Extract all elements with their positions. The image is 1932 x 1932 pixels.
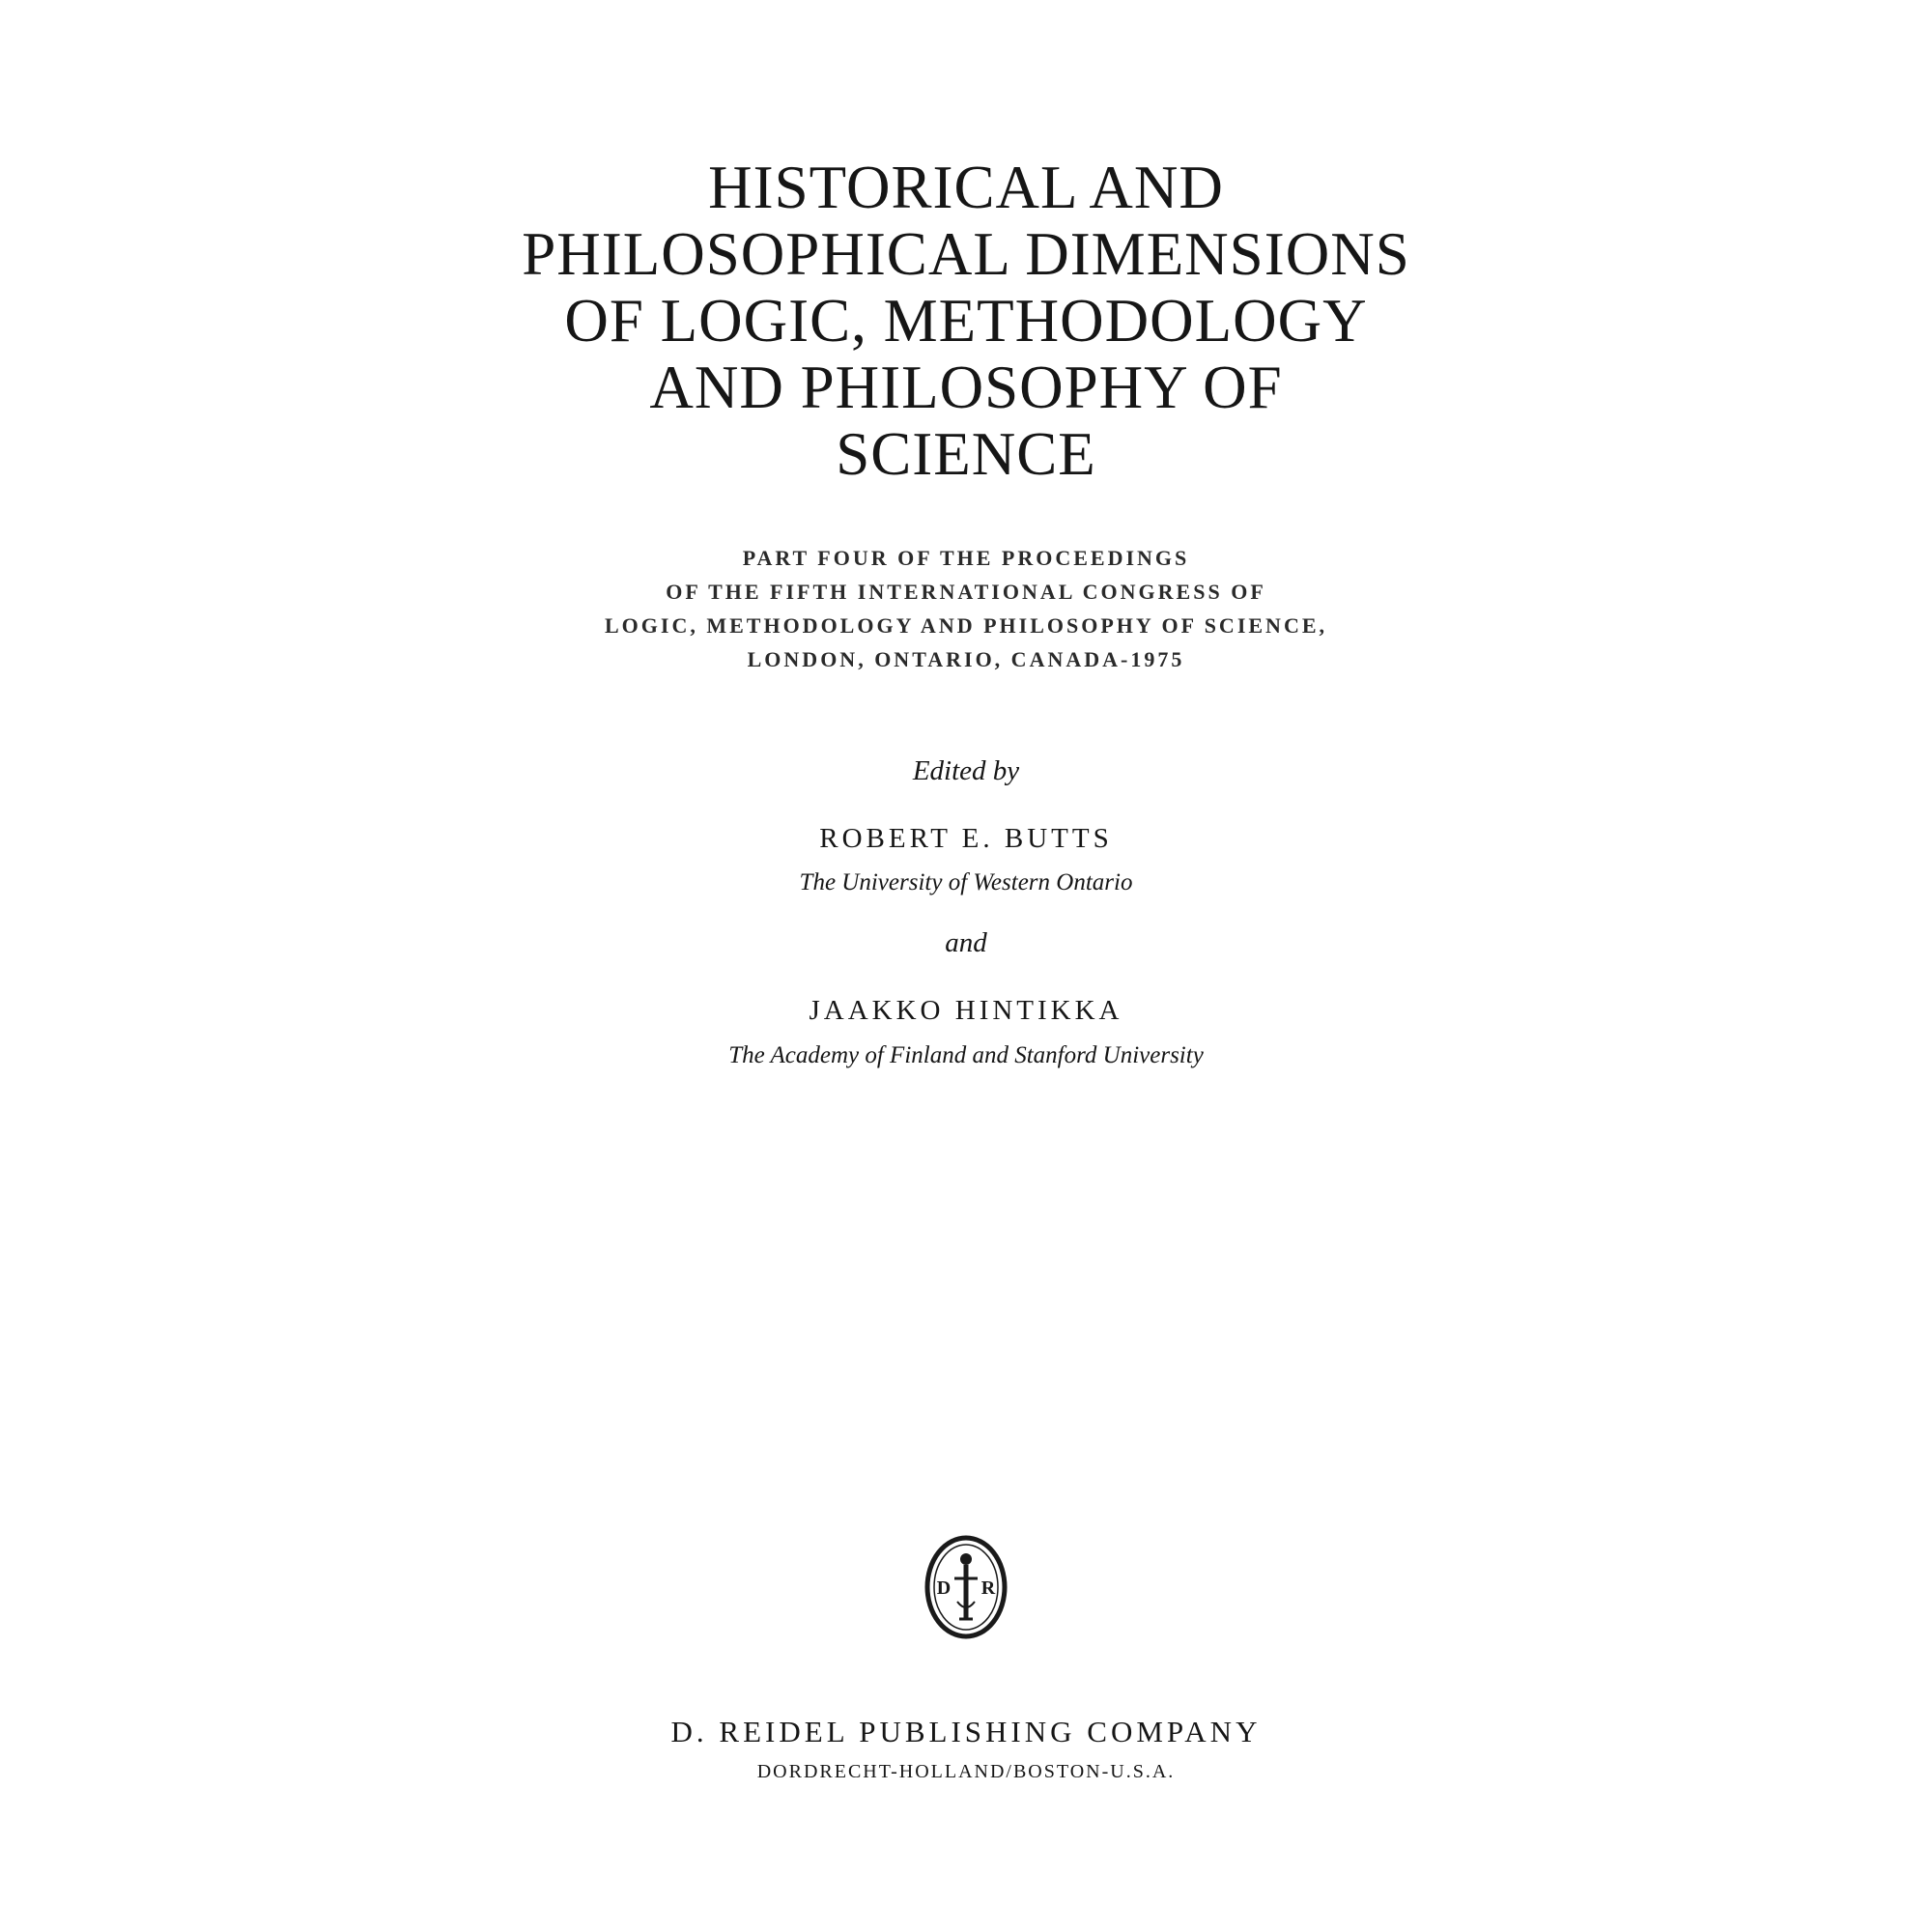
subtitle-line: PART FOUR OF THE PROCEEDINGS <box>742 546 1190 570</box>
book-subtitle <box>605 541 1327 676</box>
subtitle-line: OF THE FIFTH INTERNATIONAL CONGRESS OF <box>666 580 1266 604</box>
editor-affiliation: The Academy of Finland and Stanford University <box>728 1042 1204 1068</box>
reidel-publisher-emblem-icon <box>923 1534 1009 1640</box>
editor-affiliation: The University of Western Ontario <box>799 869 1133 895</box>
title-line: SCIENCE <box>836 420 1096 488</box>
title-line: HISTORICAL AND <box>708 154 1224 221</box>
subtitle-line: LOGIC, METHODOLOGY AND PHILOSOPHY OF SCIENCE, <box>604 613 1328 638</box>
conjunction: and <box>945 927 987 958</box>
editor-name: JAAKKO HINTIKKA <box>809 995 1123 1026</box>
svg-text:R: R <box>980 1577 996 1599</box>
title-line: AND PHILOSOPHY OF <box>649 354 1283 421</box>
publisher-place: DORDRECHT-HOLLAND/BOSTON-U.S.A. <box>756 1761 1176 1782</box>
title-line: OF LOGIC, METHODOLOGY <box>564 287 1368 355</box>
editor-name: ROBERT E. BUTTS <box>819 823 1113 854</box>
logo-letter: D <box>936 1577 952 1599</box>
subtitle-line: LONDON, ONTARIO, CANADA-1975 <box>747 647 1185 671</box>
book-title <box>522 155 1409 488</box>
publisher-name: D. REIDEL PUBLISHING COMPANY <box>670 1715 1262 1748</box>
edited-by-label: Edited by <box>912 755 1020 786</box>
title-line: PHILOSOPHICAL DIMENSIONS <box>522 220 1410 288</box>
